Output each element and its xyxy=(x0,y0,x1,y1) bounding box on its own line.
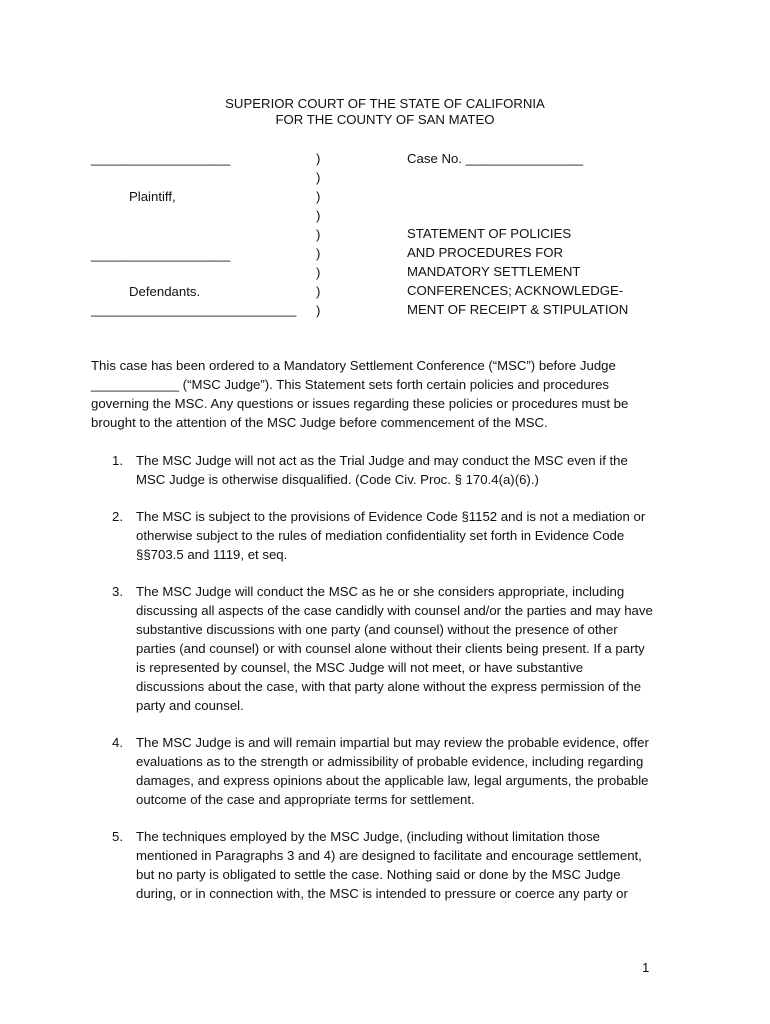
caption-bottom-rule: ____________________________ xyxy=(91,302,297,317)
item-line: discussions about the case, with that party alone without the express permission of the xyxy=(136,679,642,694)
caption-bracket: ) xyxy=(316,303,321,318)
item-line: The MSC Judge will conduct the MSC as he or she considers appropriate, including xyxy=(136,584,625,599)
intro-line: This case has been ordered to a Mandatory Settlement Conference (“MSC”) before Judge xyxy=(91,358,616,373)
item-line: discussing all aspects of the case candidly with counsel and/or the parties and may have xyxy=(136,603,653,618)
plaintiff-label: Plaintiff, xyxy=(129,189,176,204)
caption-bracket: ) xyxy=(316,208,321,223)
document-title-line: AND PROCEDURES FOR xyxy=(407,245,564,260)
caption-bracket: ) xyxy=(316,227,321,242)
item-number: 3. xyxy=(112,584,123,599)
item-line: but no party is obligated to settle the case. Nothing said or done by the MSC Judge xyxy=(136,867,621,882)
item-line: during, or in connection with, the MSC is intended to pressure or coerce any party or xyxy=(136,886,628,901)
caption-bracket: ) xyxy=(316,170,321,185)
plaintiff-name-blank: ___________________ xyxy=(91,151,231,166)
item-line: evaluations as to the strength or admissibility of probable evidence, including regarding xyxy=(136,754,644,769)
intro-line: ____________ (“MSC Judge”). This Statement sets forth certain policies and procedures xyxy=(91,377,610,392)
item-line: outcome of the case and appropriate terms for settlement. xyxy=(136,792,475,807)
document-title-line: MENT OF RECEIPT & STIPULATION xyxy=(407,302,629,317)
case-number-field: Case No. ________________ xyxy=(407,151,583,166)
document-title-line: MANDATORY SETTLEMENT xyxy=(407,264,581,279)
item-line: MSC Judge is otherwise disqualified. (Code Civ. Proc. § 170.4(a)(6).) xyxy=(136,472,539,487)
court-name-line: SUPERIOR COURT OF THE STATE OF CALIFORNIA xyxy=(225,96,545,111)
caption-bracket: ) xyxy=(316,265,321,280)
caption-bracket: ) xyxy=(316,189,321,204)
document-title-line: STATEMENT OF POLICIES xyxy=(407,226,572,241)
document-title-line: CONFERENCES; ACKNOWLEDGE- xyxy=(407,283,624,298)
item-number: 4. xyxy=(112,735,123,750)
county-line: FOR THE COUNTY OF SAN MATEO xyxy=(275,112,495,127)
item-line: parties (and counsel) or with counsel alone without their clients being present. If a party xyxy=(136,641,645,656)
item-line: The MSC Judge will not act as the Trial Judge and may conduct the MSC even if the xyxy=(136,453,628,468)
caption-bracket: ) xyxy=(316,246,321,261)
item-line: party and counsel. xyxy=(136,698,244,713)
item-line: otherwise subject to the rules of mediation confidentiality set forth in Evidence Code xyxy=(136,528,625,543)
page-number: 1 xyxy=(642,960,650,975)
item-line: is represented by counsel, the MSC Judge will not meet, or have substantive xyxy=(136,660,584,675)
item-line: §§703.5 and 1119, et seq. xyxy=(136,547,288,562)
item-number: 1. xyxy=(112,453,123,468)
item-line: The techniques employed by the MSC Judge, (including without limitation those xyxy=(136,829,601,844)
item-line: substantive discussions with one party (and counsel) without the presence of other xyxy=(136,622,618,637)
item-line: damages, and express opinions about the applicable law, legal arguments, the probable xyxy=(136,773,649,788)
intro-line: governing the MSC. Any questions or issues regarding these policies or procedures must be xyxy=(91,396,629,411)
caption-bracket: ) xyxy=(316,284,321,299)
item-line: mentioned in Paragraphs 3 and 4) are designed to facilitate and encourage settlement, xyxy=(136,848,642,863)
defendant-name-blank: ___________________ xyxy=(91,247,231,262)
caption-bracket: ) xyxy=(316,151,321,166)
item-line: The MSC is subject to the provisions of Evidence Code §1152 and is not a mediation or xyxy=(136,509,646,524)
item-number: 5. xyxy=(112,829,123,844)
item-line: The MSC Judge is and will remain impartial but may review the probable evidence, offer xyxy=(136,735,649,750)
defendant-label: Defendants. xyxy=(129,284,201,299)
item-number: 2. xyxy=(112,509,123,524)
intro-line: brought to the attention of the MSC Judge before commencement of the MSC. xyxy=(91,415,548,430)
